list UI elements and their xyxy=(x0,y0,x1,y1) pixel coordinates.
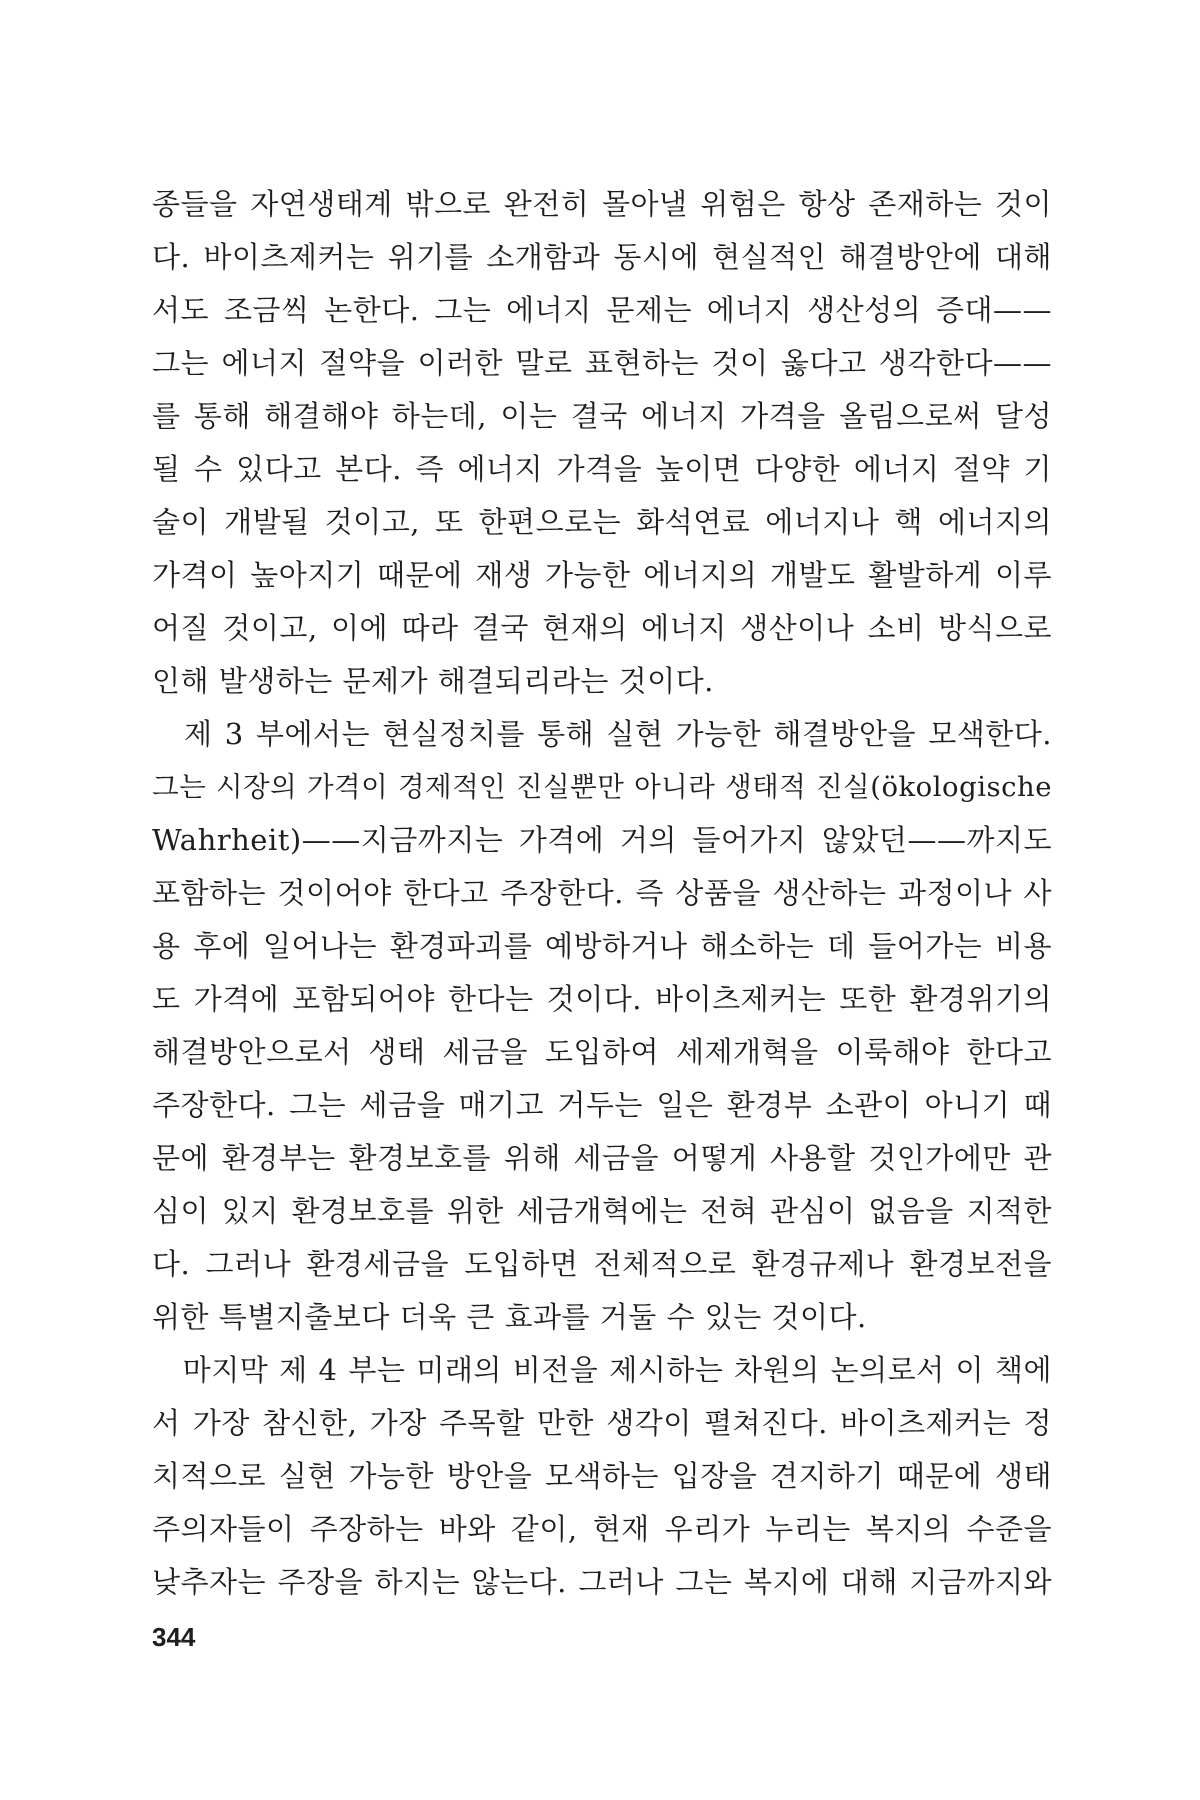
page-number: 344 xyxy=(152,1622,196,1652)
text-line: Wahrheit)——지금까지는 가격에 거의 들어가지 않았던——까지도 xyxy=(152,823,1052,857)
text-line: 그는 에너지 절약을 이러한 말로 표현하는 것이 옳다고 생각한다—— xyxy=(152,346,1052,380)
text-line: 될 수 있다고 본다. 즉 에너지 가격을 높이면 다양한 에너지 절약 기 xyxy=(152,452,1052,486)
text-line: 그는 시장의 가격이 경제적인 진실뿐만 아니라 생태적 진실(ökologische xyxy=(152,771,1052,803)
text-line: 주의자들이 주장하는 바와 같이, 현재 우리가 누리는 복지의 수준을 xyxy=(152,1512,1052,1546)
text-line: 를 통해 해결해야 하는데, 이는 결국 에너지 가격을 올림으로써 달성 xyxy=(152,399,1052,433)
text-line: 심이 있지 환경보호를 위한 세금개혁에는 전혀 관심이 없음을 지적한 xyxy=(152,1194,1052,1228)
text-line: 문에 환경부는 환경보호를 위해 세금을 어떻게 사용할 것인가에만 관 xyxy=(152,1141,1052,1175)
text-line: 제 3 부에서는 현실정치를 통해 실현 가능한 해결방안을 모색한다. xyxy=(152,717,1052,751)
text-line: 가격이 높아지기 때문에 재생 가능한 에너지의 개발도 활발하게 이루 xyxy=(152,558,1052,592)
text-line: 포함하는 것이어야 한다고 주장한다. 즉 상품을 생산하는 과정이나 사 xyxy=(152,876,1052,910)
body-text xyxy=(152,178,1052,1609)
text-line: 다. 그러나 환경세금을 도입하면 전체적으로 환경규제나 환경보전을 xyxy=(152,1247,1052,1281)
text-line: 용 후에 일어나는 환경파괴를 예방하거나 해소하는 데 들어가는 비용 xyxy=(152,929,1052,963)
text-line: 해결방안으로서 생태 세금을 도입하여 세제개혁을 이룩해야 한다고 xyxy=(152,1035,1052,1069)
text-line: 서도 조금씩 논한다. 그는 에너지 문제는 에너지 생산성의 증대—— xyxy=(152,293,1052,327)
text-line: 종들을 자연생태계 밖으로 완전히 몰아낼 위험은 항상 존재하는 것이 xyxy=(152,187,1052,221)
text-line: 치적으로 실현 가능한 방안을 모색하는 입장을 견지하기 때문에 생태 xyxy=(152,1459,1052,1493)
text-line: 도 가격에 포함되어야 한다는 것이다. 바이츠제커는 또한 환경위기의 xyxy=(152,982,1052,1016)
text-line: 다. 바이츠제커는 위기를 소개함과 동시에 현실적인 해결방안에 대해 xyxy=(152,240,1052,274)
text-line: 인해 발생하는 문제가 해결되리라는 것이다. xyxy=(152,664,714,698)
text-line: 어질 것이고, 이에 따라 결국 현재의 에너지 생산이나 소비 방식으로 xyxy=(152,611,1052,645)
text-line: 주장한다. 그는 세금을 매기고 거두는 일은 환경부 소관이 아니기 때 xyxy=(152,1088,1052,1122)
text-line: 서 가장 참신한, 가장 주목할 만한 생각이 펼쳐진다. 바이츠제커는 정 xyxy=(152,1406,1052,1440)
text-line: 마지막 제 4 부는 미래의 비전을 제시하는 차원의 논의로서 이 책에 xyxy=(152,1353,1052,1387)
text-line: 낮추자는 주장을 하지는 않는다. 그러나 그는 복지에 대해 지금까지와 xyxy=(152,1565,1052,1599)
text-line: 위한 특별지출보다 더욱 큰 효과를 거둘 수 있는 것이다. xyxy=(152,1300,867,1334)
text-line: 술이 개발될 것이고, 또 한편으로는 화석연료 에너지나 핵 에너지의 xyxy=(152,505,1052,539)
